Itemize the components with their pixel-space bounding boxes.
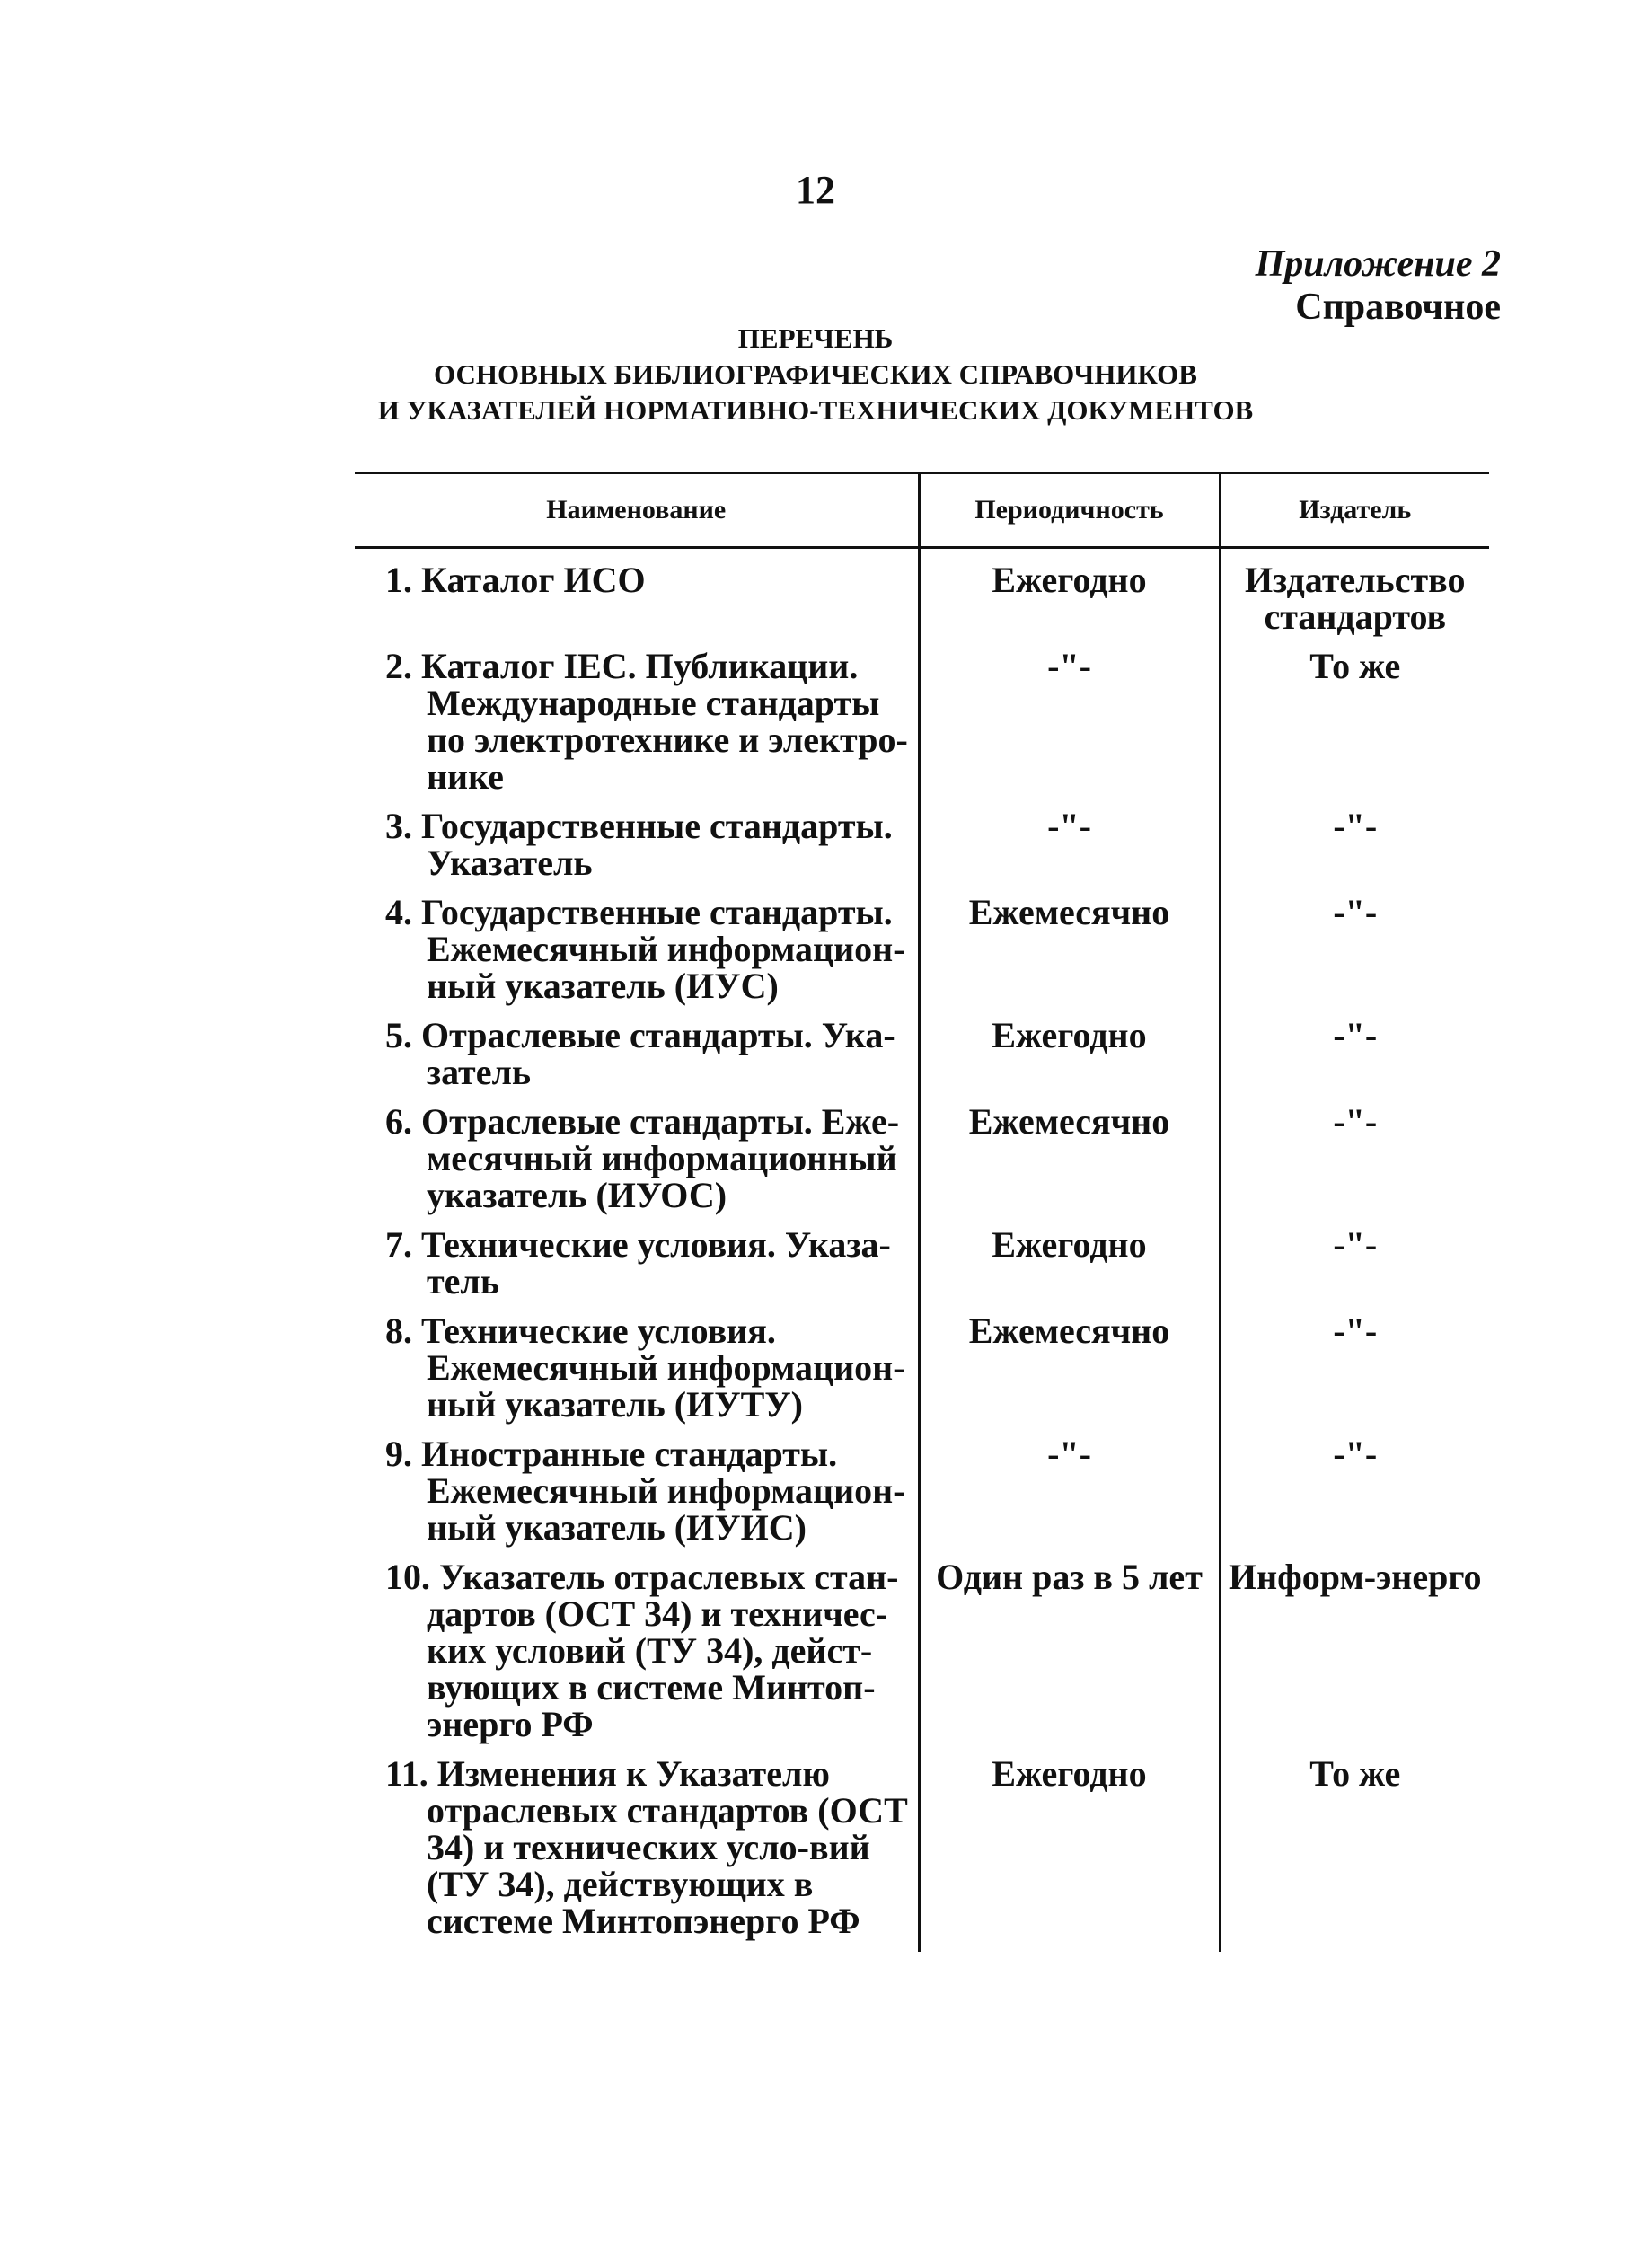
reference-table <box>355 472 1489 1952</box>
row-periodicity: -"- <box>919 807 1220 894</box>
row-name: 1. Каталог ИСО <box>385 560 646 600</box>
row-name: 8. Технические условия. Ежемесячный информацион-ный указатель (ИУТУ) <box>385 1310 905 1425</box>
header-publisher: Издатель <box>1220 473 1489 548</box>
row-name: 10. Указатель отраслевых стан-дартов (ОСТ 34) и техничес-ких условий (ТУ 34), дейст-вующих в системе Минтоп-энерго РФ <box>385 1557 899 1744</box>
header-periodicity: Периодичность <box>919 473 1220 548</box>
row-publisher: То же <box>1220 648 1489 807</box>
row-name: 9. Иностранные стандарты. Ежемесячный информацион-ный указатель (ИУИС) <box>385 1434 905 1548</box>
page-number: 12 <box>796 168 835 212</box>
row-name: 11. Изменения к Указателю отраслевых стандартов (ОСТ 34) и технических усло-вий (ТУ 34), действующих в системе Минтопэнерго РФ <box>385 1753 908 1941</box>
row-periodicity: -"- <box>919 1435 1220 1558</box>
row-publisher: То же <box>1220 1755 1489 1952</box>
appendix-kind: Справочное <box>1295 287 1501 328</box>
row-periodicity: Ежегодно <box>919 1755 1220 1952</box>
row-name: 7. Технические условия. Указа-тель <box>385 1224 891 1302</box>
row-name: 3. Государственные стандарты. Указатель <box>385 806 893 883</box>
row-name: 5. Отраслевые стандарты. Ука-затель <box>385 1015 895 1092</box>
table-row <box>355 807 1489 894</box>
row-publisher: Информ-энерго <box>1220 1558 1489 1755</box>
appendix-header <box>1256 243 1501 329</box>
row-periodicity: Один раз в 5 лет <box>919 1558 1220 1755</box>
table-row <box>355 548 1489 649</box>
header-name: Наименование <box>355 473 919 548</box>
table-row <box>355 1435 1489 1558</box>
table-row <box>355 1558 1489 1755</box>
title-line-2: ОСНОВНЫХ БИБЛИОГРАФИЧЕСКИХ СПРАВОЧНИКОВ <box>434 358 1197 390</box>
row-publisher: -"- <box>1220 1312 1489 1435</box>
row-periodicity: Ежегодно <box>919 548 1220 649</box>
table-row <box>355 1312 1489 1435</box>
row-name: 4. Государственные стандарты. Ежемесячный информацион-ный указатель (ИУС) <box>385 892 905 1006</box>
row-periodicity: -"- <box>919 648 1220 807</box>
appendix-label: Приложение 2 <box>1255 243 1501 285</box>
row-publisher: Издательство стандартов <box>1220 548 1489 649</box>
row-publisher: -"- <box>1220 1103 1489 1226</box>
row-publisher: -"- <box>1220 894 1489 1017</box>
table-header-row <box>355 473 1489 548</box>
table-row <box>355 1017 1489 1103</box>
table-row <box>355 1103 1489 1226</box>
table-row <box>355 1755 1489 1952</box>
row-name: 6. Отраслевые стандарты. Еже-месячный информационный указатель (ИУОС) <box>385 1101 900 1215</box>
document-title <box>0 321 1631 428</box>
title-line-3: И УКАЗАТЕЛЕЙ НОРМАТИВНО-ТЕХНИЧЕСКИХ ДОКУМЕНТОВ <box>377 394 1254 426</box>
row-periodicity: Ежегодно <box>919 1226 1220 1312</box>
row-periodicity: Ежегодно <box>919 1017 1220 1103</box>
title-line-1: ПЕРЕЧЕНЬ <box>737 322 894 354</box>
row-publisher: -"- <box>1220 1017 1489 1103</box>
table-row <box>355 648 1489 807</box>
row-periodicity: Ежемесячно <box>919 1103 1220 1226</box>
table-row <box>355 894 1489 1017</box>
row-periodicity: Ежемесячно <box>919 894 1220 1017</box>
row-publisher: -"- <box>1220 1226 1489 1312</box>
row-publisher: -"- <box>1220 807 1489 894</box>
table-row <box>355 1226 1489 1312</box>
row-periodicity: Ежемесячно <box>919 1312 1220 1435</box>
row-name: 2. Каталог IEC. Публикации. Международные стандарты по электротехнике и электро-нике <box>385 646 908 797</box>
row-publisher: -"- <box>1220 1435 1489 1558</box>
